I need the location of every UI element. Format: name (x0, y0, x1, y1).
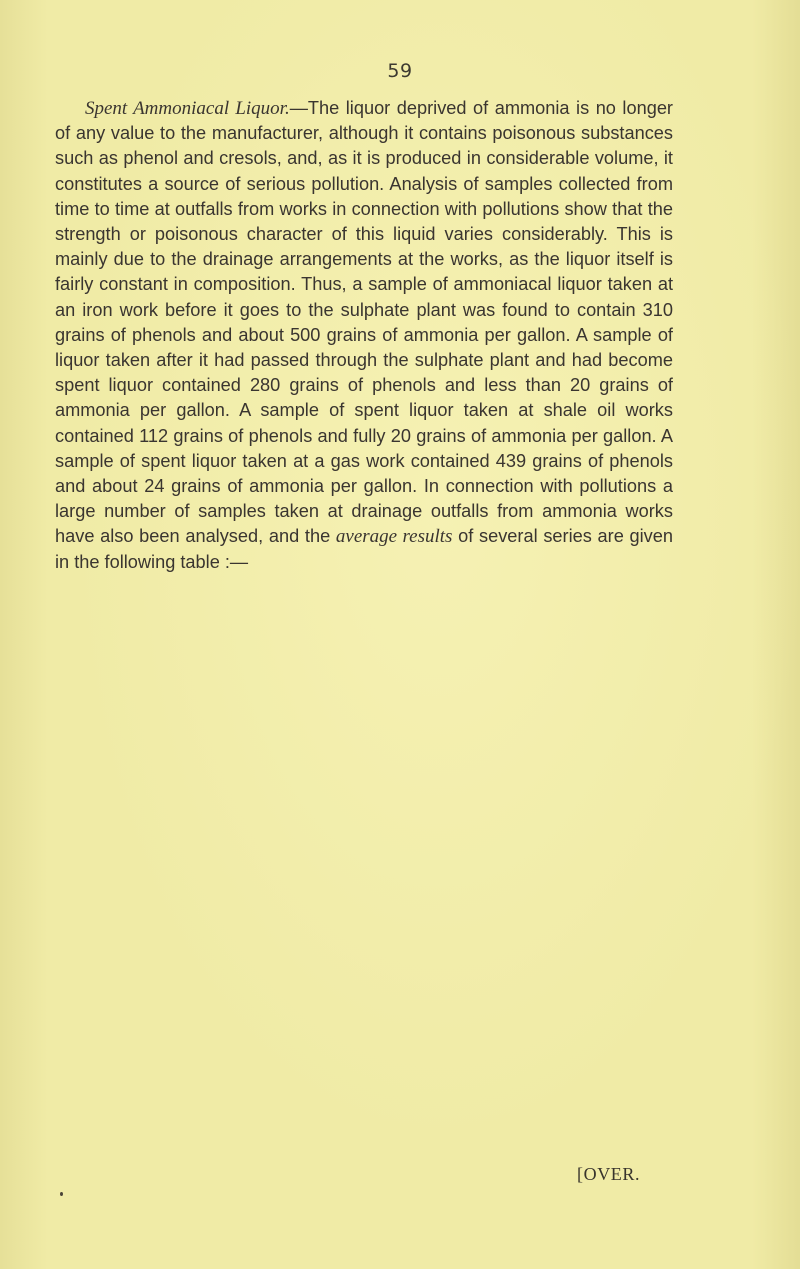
body-paragraph (55, 96, 673, 575)
section-heading: Spent Ammoniacal Liquor. (85, 98, 290, 119)
paper-speck (60, 1192, 63, 1196)
heading-dash: — (289, 98, 308, 118)
paragraph-text-part1: The liquor deprived of ammonia is no longer of any value to the manufacturer, although it contains poisonous substances such as phenol and cresols, and, as it is produced in considerable volume, it constitutes a source of serious pollution. Analysis of samples collected from time to time at outfalls from works in connection with pollutions show that the strength or poisonous character of this liquid varies considerably. This is mainly due to the drainage arrangements at the works, as the liquor itself is fairly constant in composition. Thus, a sample of ammoniacal liquor taken at an iron work before it goes to the sulphate plant was found to contain 310 grains of phenols and about 500 grains of ammonia per gallon. A sample of liquor taken after it had passed through the sulphate plant and had become spent liquor contained 280 grains of phenols and less than 20 grains of ammonia per gallon. A sample of spent liquor taken at shale oil works contained 112 grains of phenols and fully 20 grains of ammonia per gallon. A sample of spent liquor taken at a gas work contained 439 grains of phenols and about 24 grains of ammonia per gallon. In connection with pollutions a large number of samples taken at drainage outfalls from ammonia works have also been analysed, and the (55, 98, 673, 547)
emphasized-phrase: average results (335, 526, 453, 548)
page-number: 59 (387, 60, 413, 82)
paragraph-text-part2: of several series are given in the following table :— (55, 526, 673, 572)
catchword-over: [OVER. (577, 1164, 641, 1184)
